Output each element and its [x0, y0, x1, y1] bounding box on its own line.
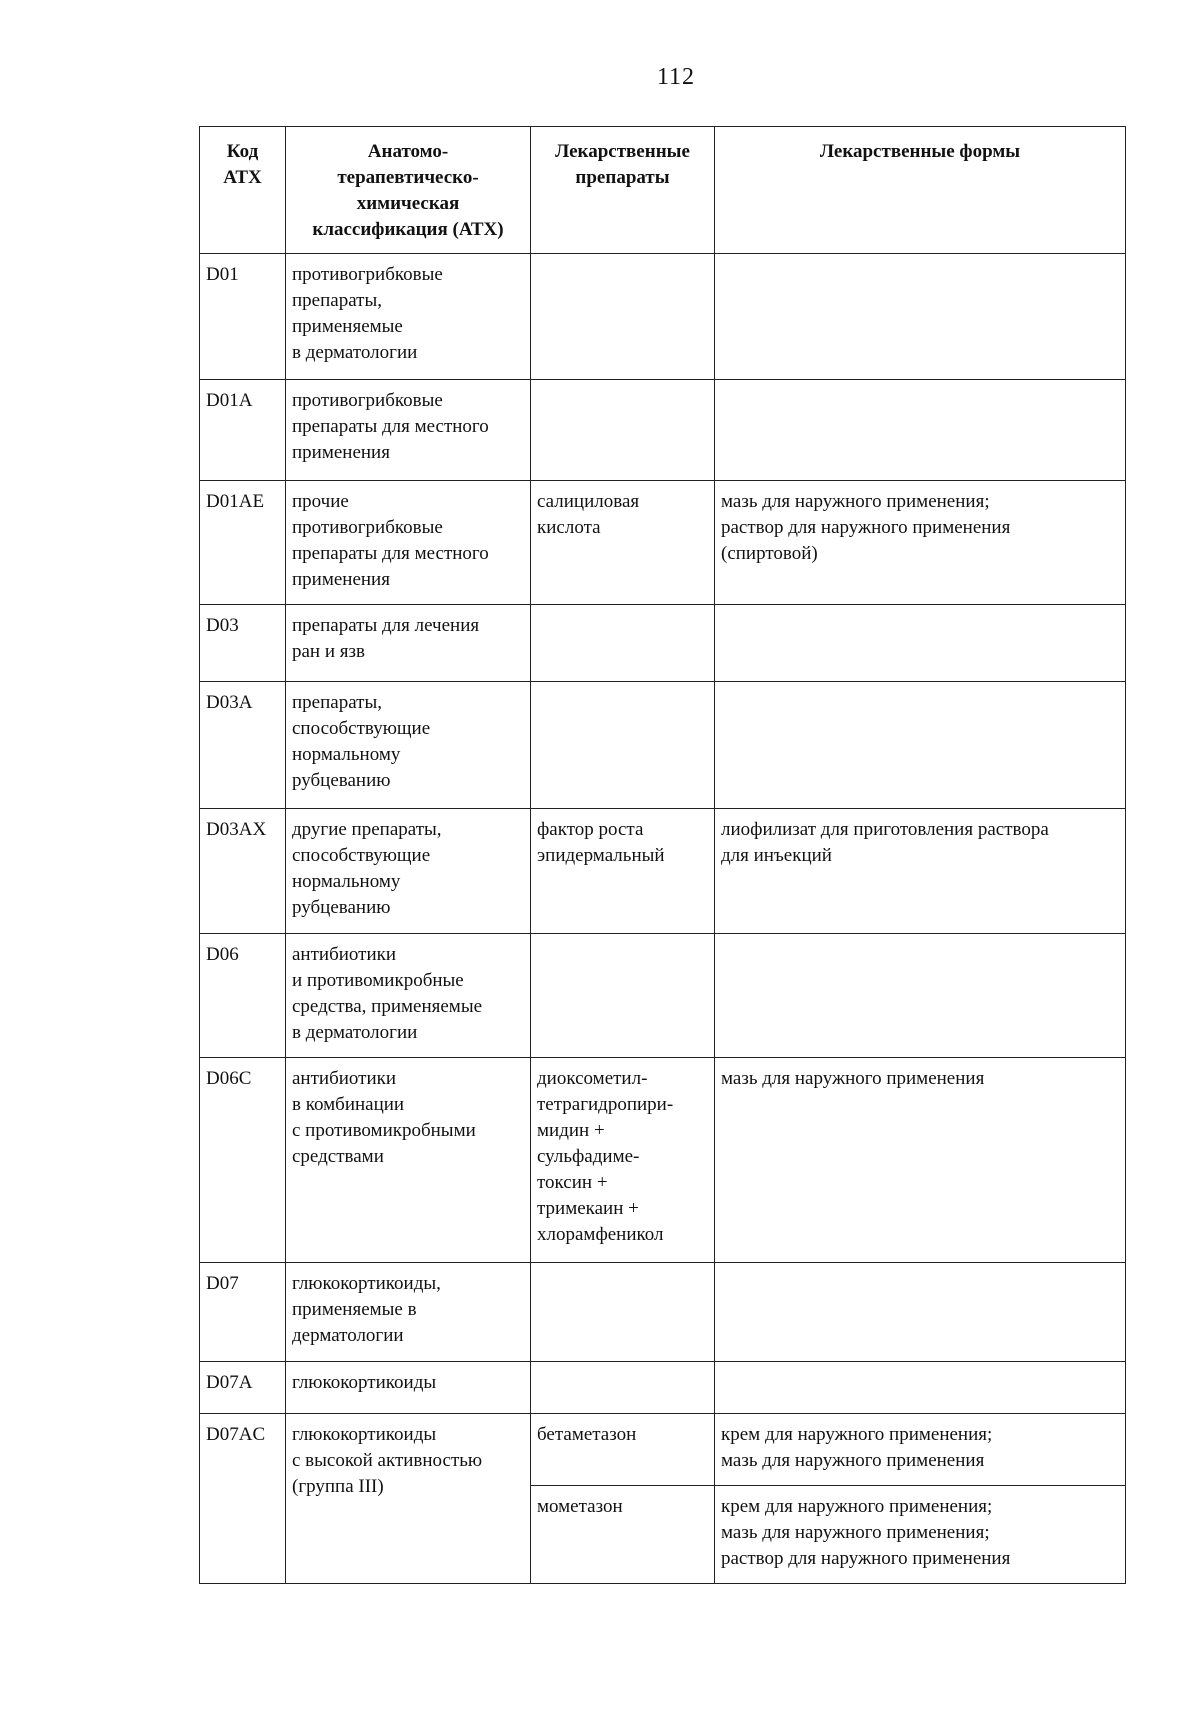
- cell-classification: глюкокортикоиды, применяемые в дерматологии: [286, 1263, 531, 1362]
- table-row: [200, 934, 1126, 1058]
- cell-code: D01A: [200, 380, 286, 481]
- cell-classification: препараты, способствующие нормальному рубцеванию: [286, 682, 531, 809]
- cell-form: [715, 682, 1126, 809]
- cell-code: D01AE: [200, 481, 286, 605]
- atx-table: [199, 126, 1126, 1584]
- cell-code: D07: [200, 1263, 286, 1362]
- cell-drug: фактор роста эпидермальный: [531, 809, 715, 934]
- cell-drug: бетаметазон: [531, 1414, 715, 1486]
- cell-classification: противогрибковые препараты для местного применения: [286, 380, 531, 481]
- cell-classification: антибиотики и противомикробные средства, применяемые в дерматологии: [286, 934, 531, 1058]
- cell-form: лиофилизат для приготовления раствора для инъекций: [715, 809, 1126, 934]
- table-row: [200, 605, 1126, 682]
- header-drugs: Лекарственные препараты: [531, 127, 715, 254]
- cell-form: [715, 605, 1126, 682]
- cell-form: крем для наружного применения; мазь для наружного применения: [715, 1414, 1126, 1486]
- cell-classification: противогрибковые препараты, применяемые в дерматологии: [286, 254, 531, 380]
- cell-classification: прочие противогрибковые препараты для местного применения: [286, 481, 531, 605]
- cell-form: [715, 934, 1126, 1058]
- table-row: [200, 1362, 1126, 1414]
- cell-code: D03AX: [200, 809, 286, 934]
- cell-classification: препараты для лечения ран и язв: [286, 605, 531, 682]
- cell-drug: мометазон: [531, 1486, 715, 1584]
- cell-form: мазь для наружного применения; раствор для наружного применения (спиртовой): [715, 481, 1126, 605]
- table-row: [200, 682, 1126, 809]
- cell-code: D06C: [200, 1058, 286, 1263]
- header-code: Код АТХ: [200, 127, 286, 254]
- cell-classification: другие препараты, способствующие нормальному рубцеванию: [286, 809, 531, 934]
- header-forms: Лекарственные формы: [715, 127, 1126, 254]
- cell-drug: [531, 605, 715, 682]
- table-row: [200, 254, 1126, 380]
- table-row: [200, 1414, 1126, 1486]
- cell-drug: салициловая кислота: [531, 481, 715, 605]
- cell-drug: [531, 1362, 715, 1414]
- cell-classification: глюкокортикоиды с высокой активностью (группа III): [286, 1414, 531, 1584]
- cell-form: [715, 1263, 1126, 1362]
- cell-drug: диоксометил- тетрагидропири- мидин + сульфадиме- токсин + тримекаин + хлорамфеникол: [531, 1058, 715, 1263]
- table-row: [200, 1058, 1126, 1263]
- cell-code: D03: [200, 605, 286, 682]
- cell-classification: антибиотики в комбинации с противомикробными средствами: [286, 1058, 531, 1263]
- table-header-row: [200, 127, 1126, 254]
- table-row: [200, 380, 1126, 481]
- cell-code: D06: [200, 934, 286, 1058]
- cell-form: [715, 380, 1126, 481]
- cell-form: [715, 1362, 1126, 1414]
- cell-drug: [531, 254, 715, 380]
- table-row: [200, 809, 1126, 934]
- cell-drug: [531, 682, 715, 809]
- table-row: [200, 1263, 1126, 1362]
- page-number: 112: [656, 64, 696, 90]
- cell-classification: глюкокортикоиды: [286, 1362, 531, 1414]
- cell-code: D07A: [200, 1362, 286, 1414]
- cell-form: мазь для наружного применения: [715, 1058, 1126, 1263]
- header-classification: Анатомо- терапевтическо- химическая классификация (АТХ): [286, 127, 531, 254]
- cell-form: крем для наружного применения; мазь для наружного применения; раствор для наружного применения: [715, 1486, 1126, 1584]
- table-row: [200, 481, 1126, 605]
- cell-form: [715, 254, 1126, 380]
- cell-code: D03A: [200, 682, 286, 809]
- cell-drug: [531, 934, 715, 1058]
- cell-drug: [531, 1263, 715, 1362]
- cell-drug: [531, 380, 715, 481]
- cell-code: D07AC: [200, 1414, 286, 1584]
- cell-code: D01: [200, 254, 286, 380]
